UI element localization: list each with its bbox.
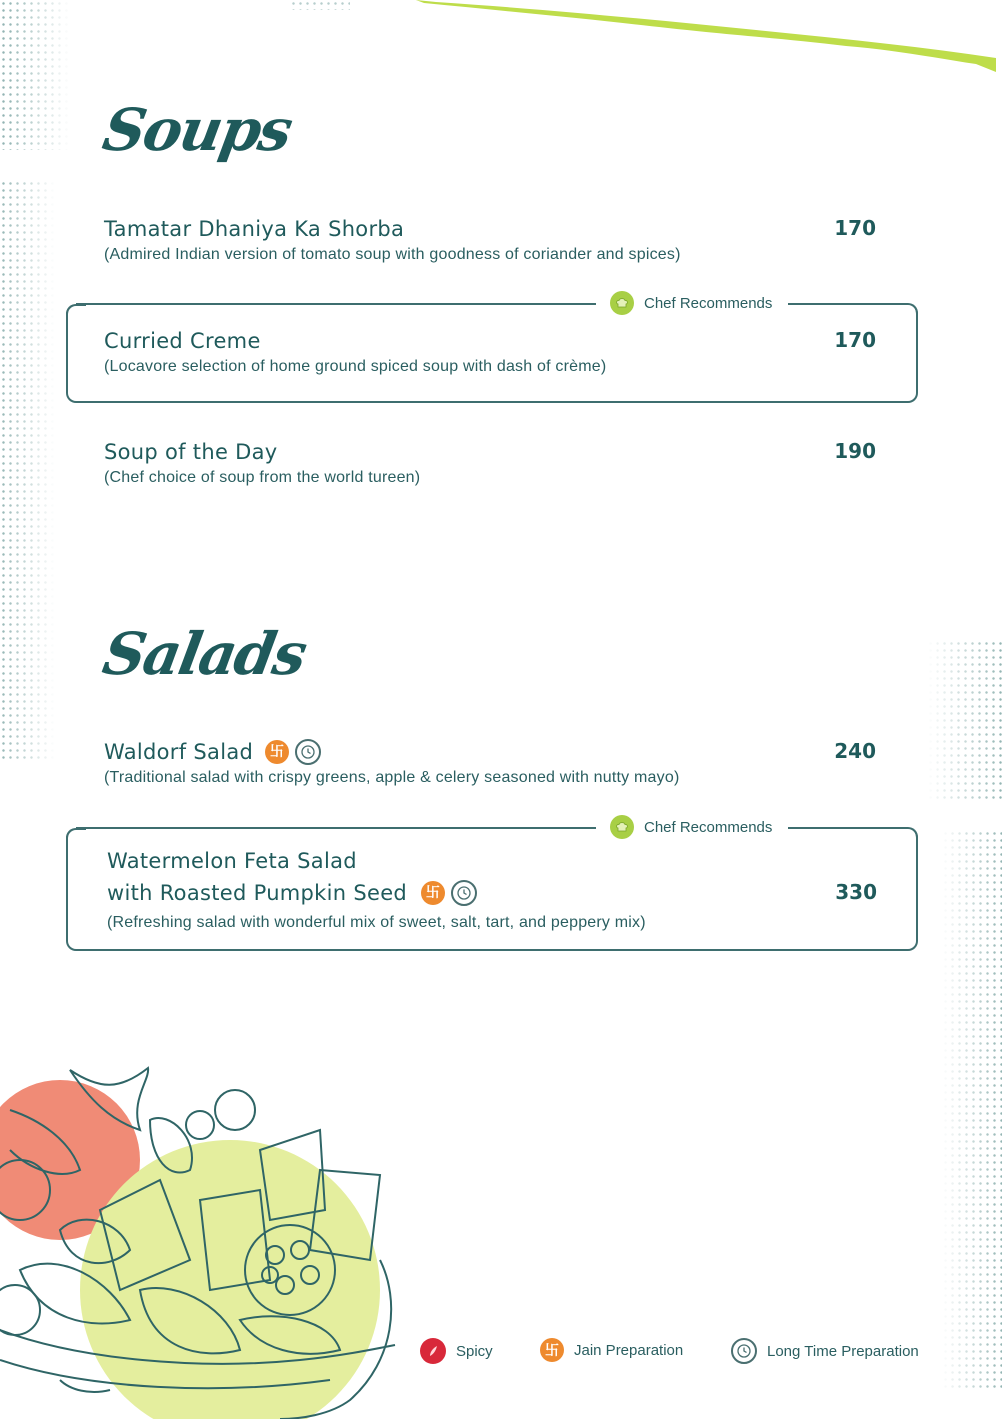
legend-spicy: [420, 1338, 493, 1364]
chef-recommends-tag: [596, 815, 786, 839]
decor-dots-right-lower: [942, 830, 1002, 1390]
legend-spicy-label: Spicy: [456, 1342, 493, 1360]
menu-item-watermelon-feta-salad: [107, 846, 877, 932]
item-price: 170: [834, 328, 876, 352]
box-top-line-right: [788, 303, 908, 305]
item-name: Watermelon Feta Salad: [107, 849, 357, 873]
chef-recommends-label: Chef Recommends: [644, 294, 773, 312]
item-description: (Locavore selection of home ground spiced soup with dash of crème): [104, 358, 607, 375]
menu-item-tamatar-shorba: [104, 214, 876, 264]
clock-icon: [451, 880, 477, 906]
box-top-line-left: [76, 827, 598, 829]
legend-long-time: [731, 1338, 919, 1364]
decor-dots-top: [290, 0, 350, 10]
jain-icon: 卐: [421, 881, 445, 905]
item-price: 240: [834, 739, 876, 763]
item-description: (Refreshing salad with wonderful mix of sweet, salt, tart, and peppery mix): [107, 914, 646, 931]
clock-icon: [731, 1338, 757, 1364]
salads-heading: Salads: [98, 620, 311, 688]
box-top-line-left: [76, 303, 598, 305]
item-description: (Admired Indian version of tomato soup with goodness of coriander and spices): [104, 246, 681, 263]
item-price: 330: [835, 880, 877, 904]
chili-icon: [420, 1338, 446, 1364]
chef-recommends-tag: [596, 291, 786, 315]
menu-item-soup-of-the-day: [104, 437, 876, 487]
item-name: Tamatar Dhaniya Ka Shorba: [104, 217, 405, 241]
decor-dots-left: [0, 180, 55, 760]
decor-dots-right-upper: [927, 640, 1002, 800]
item-description: (Traditional salad with crispy greens, apple & celery seasoned with nutty mayo): [104, 769, 680, 786]
salad-bowl-illustration: [0, 1060, 420, 1419]
item-price: 190: [834, 439, 876, 463]
item-name-row: [104, 737, 876, 767]
item-name: Soup of the Day: [104, 440, 278, 464]
decor-dots-top-left: [0, 0, 70, 150]
soups-heading: Soups: [98, 96, 296, 164]
item-description: (Chef choice of soup from the world tureen): [104, 469, 421, 486]
legend-jain: [540, 1338, 683, 1362]
item-name-line2: with Roasted Pumpkin Seed: [107, 881, 408, 905]
chef-hat-icon: [610, 291, 634, 315]
box-top-line-right: [788, 827, 908, 829]
item-name: Curried Creme: [104, 329, 261, 353]
jain-icon: 卐: [540, 1338, 564, 1362]
chef-recommends-label: Chef Recommends: [644, 818, 773, 836]
clock-icon: [295, 739, 321, 765]
decor-lime-brush-stroke: [416, 0, 996, 72]
chef-hat-icon: [610, 815, 634, 839]
menu-item-waldorf-salad: [104, 737, 876, 787]
menu-item-curried-creme: [104, 326, 876, 376]
item-name-row-2: [107, 878, 877, 908]
item-name: Waldorf Salad: [104, 740, 254, 764]
legend-jain-label: Jain Preparation: [574, 1341, 684, 1359]
item-price: 170: [834, 216, 876, 240]
legend-long-time-label: Long Time Preparation: [767, 1342, 919, 1360]
jain-icon: 卐: [265, 740, 289, 764]
